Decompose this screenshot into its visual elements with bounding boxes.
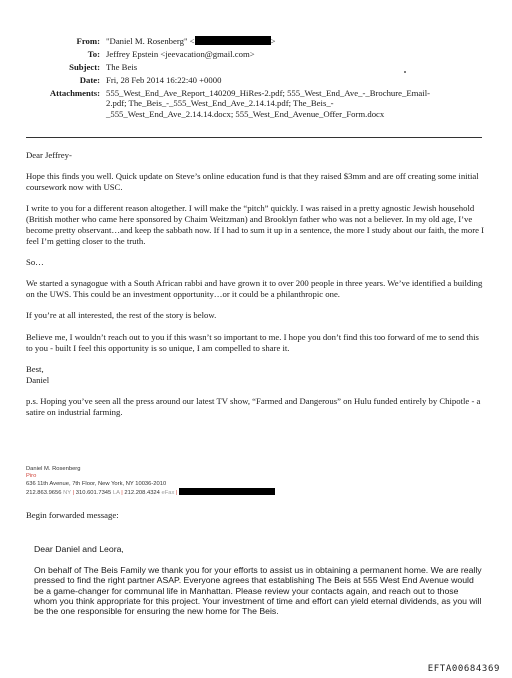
paragraph-1: Hope this finds you well. Quick update on Steve’s online education fund is that they raised $3mm and are off creating some initial coursework now with USC.: [26, 171, 479, 193]
quoted-greeting: Dear Daniel and Leora,: [34, 544, 124, 554]
message-body: [26, 150, 486, 428]
date-value: Fri, 28 Feb 2014 16:22:40 +0000: [106, 75, 222, 85]
signature-name: Daniel M. Rosenberg: [26, 466, 81, 472]
from-value: [106, 36, 484, 46]
redaction-bar: [179, 488, 275, 495]
subject-value: The Beis: [106, 62, 138, 72]
phone-fax: 212.208.4324: [124, 489, 160, 496]
attachment-line-2[interactable]: 2.pdf; The_Beis_-_555_West_End_Ave_2.14.14.pdf; The_Beis_-: [106, 98, 334, 109]
paragraph-5: If you’re at all interested, the rest of the story is below.: [26, 310, 217, 321]
paragraph-3: So…: [26, 256, 44, 267]
from-label: From:: [76, 36, 100, 46]
date-label: Date:: [79, 75, 100, 85]
sender-name: Daniel: [26, 374, 50, 385]
phone-fax-label: eFax: [161, 489, 175, 496]
postscript: p.s. Hoping you’ve seen all the press around our latest TV show, “Farmed and Dangerous” on Hulu funded entirely by Chipotle - a satire on industrial farming.: [26, 396, 481, 417]
subject-label: Subject:: [69, 62, 100, 72]
redaction-bar: [195, 36, 271, 45]
phone-la: 310.601.7345: [75, 489, 112, 496]
from-sender: "Daniel M. Rosenberg" <: [106, 36, 195, 46]
phone-ny-label: NY: [63, 489, 72, 496]
phone-ny: 212.863.9656: [26, 489, 62, 496]
attachment-line-1[interactable]: 555_West_End_Ave_Report_140209_HiRes-2.pdf; 555_West_End_Ave_-_Brochure_Email-: [106, 88, 430, 98]
quoted-message: [34, 544, 484, 616]
to-value: Jeffrey Epstein <jeevacation@gmail.com>: [106, 49, 255, 59]
to-label: To:: [87, 49, 100, 59]
signature-phones: 212.863.9656 NY | 310.601.7345 LA | 212.208.4324 eFax |: [26, 488, 486, 497]
signature-company: Piro: [26, 473, 37, 480]
attachment-line-3[interactable]: _555_West_End_Ave_2.14.14.docx; 555_West_End_Avenue_Offer_Form.docx: [106, 108, 385, 119]
header-divider: [26, 137, 482, 138]
from-close: >: [270, 36, 276, 46]
attachments-label: Attachments:: [49, 88, 100, 98]
quoted-text: On behalf of The Beis Family we thank you for your efforts to assist us in obtaining a permanent home. We are really pressed to find the right partner ASAP. Everyone agrees that establishing The Beis at 555 West End Avenue would be a game-changer for communal life in Manhattan. Please review your contacts again, and reach out to those whom you think appropriate for this project. Your investment of time and effort can yield eternal dividends, as you will be the one responsible for ensuring the new home for The Beis.: [34, 565, 482, 617]
greeting: Dear Jeffrey-: [26, 150, 72, 160]
closing: Best,: [26, 363, 44, 374]
paragraph-2: I write to you for a different reason altogether. I will make the “pitch” quickly. I was raised in a pretty agnostic Jewish household (British mother who came here sponsored by Chaim Weitzman) and Brooklyn father who was not a believer. In my old age, I’ve become pretty observant…and keep the sabbath now. If I had to sum it up in a sentence, the more I study about our faith, the more I feel I’m getting closer to the truth.: [26, 203, 485, 246]
signature-block: [26, 466, 486, 497]
forwarded-label: Begin forwarded message:: [26, 510, 119, 520]
document-id: EFTA00684369: [427, 664, 500, 674]
signature-address: 636 11th Avenue, 7th Floor, New York, NY 10036-2010: [26, 480, 167, 487]
phone-la-label: LA: [112, 489, 120, 496]
paragraph-4: We started a synagogue with a South African rabbi and have grown it to over 200 people in three years. We’ve identified a building on the UWS. This could be an investment opportunity…or it could be a philanthropic one.: [26, 278, 483, 300]
scan-speck: [404, 71, 406, 73]
paragraph-6: Believe me, I wouldn’t reach out to you if this wasn’t so important to me. I hope you don’t find this too forward of me to send this to you - built I feel this opportunity is so unique, I am compelled to share it.: [26, 331, 479, 353]
